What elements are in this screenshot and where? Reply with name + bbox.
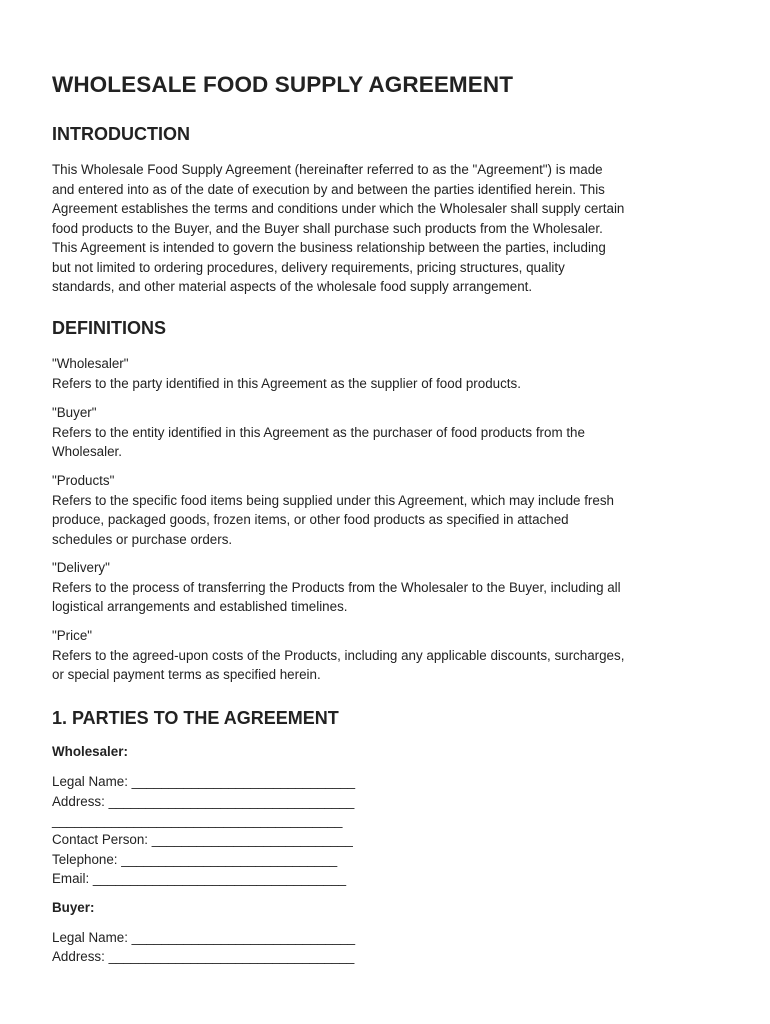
- definition-text: Refers to the agreed-upon costs of the Products, including any applicable discounts, surcharges,: [52, 647, 625, 663]
- buyer-label: Buyer:: [52, 900, 95, 915]
- introduction-line: This Wholesale Food Supply Agreement (hereinafter referred to as the "Agreement") is made: [52, 162, 603, 177]
- wholesaler-email-field: Email: __________________________________: [52, 871, 347, 886]
- definition-text: logistical arrangements and established timelines.: [52, 599, 348, 614]
- definition-text: Refers to the process of transferring the Products from the Wholesaler to the Buyer, including all: [52, 579, 621, 595]
- definition-text: Refers to the specific food items being supplied under this Agreement, which may include fresh: [52, 492, 614, 508]
- document-title: WHOLESALE FOOD SUPPLY AGREEMENT: [52, 72, 514, 97]
- definition-text: or special payment terms as specified herein.: [52, 667, 321, 682]
- definition-buyer: [52, 403, 722, 462]
- wholesaler-legal-name-field: Legal Name: ______________________________: [52, 774, 356, 789]
- wholesaler-label: Wholesaler:: [52, 744, 128, 759]
- wholesaler-address-line2-field: _______________________________________: [52, 813, 343, 828]
- wholesaler-contact-person-field: Contact Person: ___________________________: [52, 832, 353, 847]
- definition-text: schedules or purchase orders.: [52, 531, 233, 547]
- definition-delivery: [52, 558, 722, 617]
- definition-wholesaler: [52, 354, 722, 393]
- introduction-line: but not limited to ordering procedures, delivery requirements, pricing structures, quality: [52, 259, 565, 275]
- definition-term: "Buyer": [52, 405, 97, 420]
- buyer-legal-name-field: Legal Name: ______________________________: [52, 930, 356, 945]
- definition-term: "Products": [52, 473, 115, 488]
- definition-price: [52, 626, 722, 685]
- introduction-line: food products to the Buyer, and the Buyer shall purchase such products from the Wholesaler.: [52, 220, 603, 236]
- definitions-heading: DEFINITIONS: [52, 318, 167, 338]
- definition-term: "Wholesaler": [52, 356, 129, 371]
- definition-products: [52, 471, 722, 549]
- definition-text: Refers to the party identified in this Agreement as the supplier of food products.: [52, 375, 521, 391]
- buyer-address-field: Address: _________________________________: [52, 949, 355, 964]
- introduction-heading: INTRODUCTION: [52, 124, 190, 144]
- introduction-line: standards, and other material aspects of the wholesale food supply arrangement.: [52, 279, 533, 294]
- wholesaler-telephone-field: Telephone: _____________________________: [52, 852, 338, 867]
- introduction-line: and entered into as of the date of execution by and between the parties identified herein. This: [52, 181, 605, 197]
- introduction-line: This Agreement is intended to govern the business relationship between the parties, including: [52, 240, 606, 255]
- wholesaler-address-field: Address: _________________________________: [52, 794, 355, 809]
- definition-term: "Delivery": [52, 560, 110, 575]
- definition-text: Wholesaler.: [52, 444, 122, 459]
- introduction-paragraph: [52, 160, 722, 297]
- definition-text: produce, packaged goods, frozen items, or other food products as specified in attached: [52, 512, 569, 527]
- definition-term: "Price": [52, 628, 93, 643]
- introduction-line: Agreement establishes the terms and conditions under which the Wholesaler shall supply certain: [52, 201, 625, 216]
- parties-heading: 1. PARTIES TO THE AGREEMENT: [52, 708, 339, 728]
- definition-text: Refers to the entity identified in this Agreement as the purchaser of food products from the: [52, 424, 585, 440]
